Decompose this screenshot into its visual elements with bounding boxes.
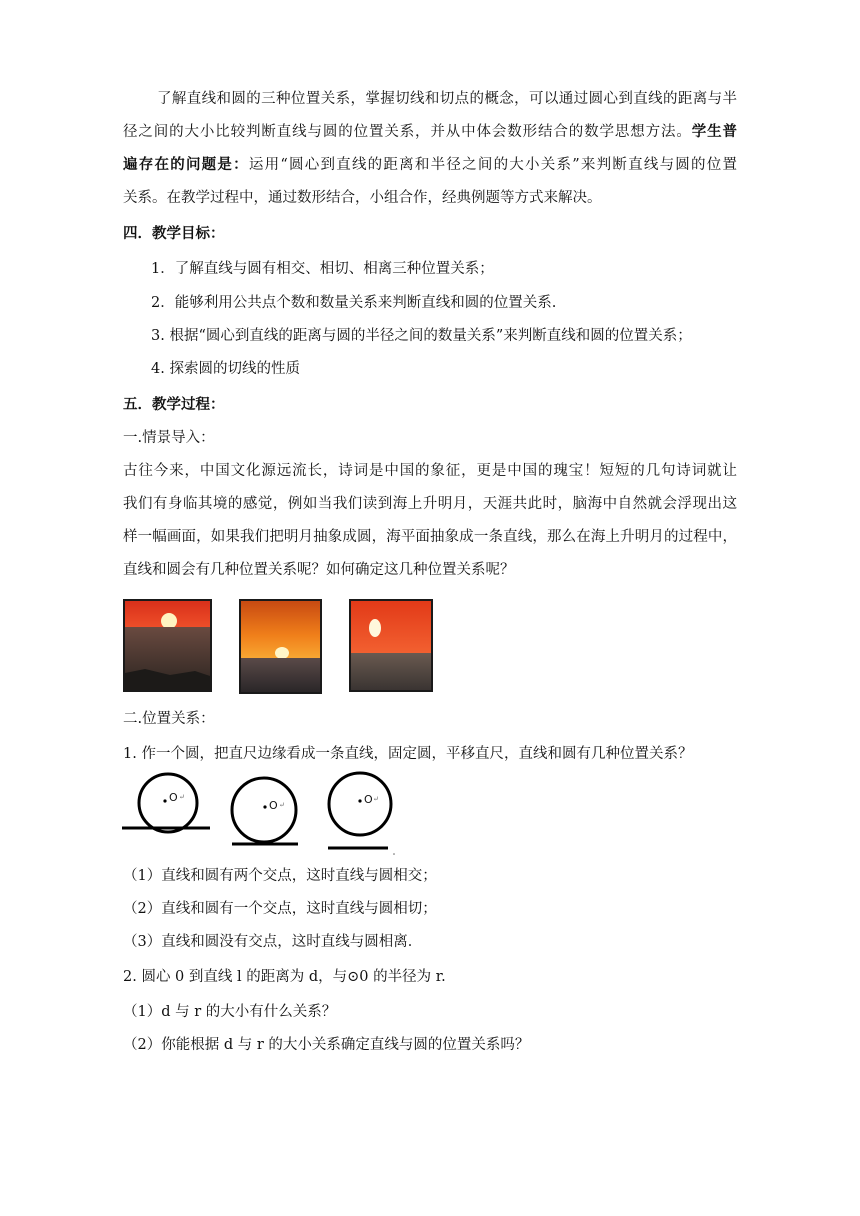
question-1: 1. 作一个圆，把直尺边缘看成一条直线，固定圆，平移直尺，直线和圆有几种位置关系？ [123, 746, 693, 762]
section4-heading: 四．教学目标： [123, 225, 225, 242]
section5-heading: 五．教学过程： [123, 396, 225, 413]
intro-line-2-bold: 学生普 [691, 123, 738, 140]
case-2: （2）直线和圆有一个交点，这时直线与圆相切； [123, 901, 437, 917]
moon-above-sea-photo [349, 599, 433, 692]
center-label: O [269, 799, 278, 812]
scenario-line-4: 直线和圆会有几种位置关系呢？如何确定这几种位置关系呢？ [123, 562, 515, 578]
intro-line-1: 了解直线和圆的三种位置关系，掌握切线和切点的概念，可以通过圆心到直线的距离与半 [157, 91, 737, 107]
question-2-item-1: （1）d 与 r 的大小有什么关系？ [123, 1004, 337, 1020]
objective-item-2: 2．能够利用公共点个数和数量关系来判断直线和圆的位置关系. [151, 295, 557, 311]
intro-line-3-bold: 遍存在的问题是： [123, 156, 249, 173]
intro-line-3 [123, 155, 737, 175]
objective-item-3: 3. 根据“圆心到直线的距离与圆的半径之间的数量关系”来判断直线和圆的位置关系； [151, 328, 692, 344]
intersecting-diagram [120, 770, 212, 838]
center-label: O [364, 793, 373, 806]
center-label-mark: ↵ [373, 795, 379, 803]
scenario-line-1: 古往今来，中国文化源远流长，诗词是中国的象征，更是中国的瑰宝！短短的几句诗词就让 [123, 463, 737, 479]
case-1: （1）直线和圆有两个交点，这时直线与圆相交； [123, 868, 437, 884]
scenario-line-2: 我们有身临其境的感觉，例如当我们读到海上升明月，天涯共此时，脑海中自然就会浮现出这 [123, 496, 737, 512]
stray-dot [393, 853, 395, 855]
part2-heading: 二.位置关系： [123, 711, 215, 727]
sun-on-horizon-photo [239, 599, 322, 694]
moon-rising-photo [123, 599, 212, 692]
case-3: （3）直线和圆没有交点，这时直线与圆相离． [123, 934, 423, 950]
center-label-mark: ↵ [279, 801, 285, 809]
center-point [263, 805, 266, 808]
objective-item-1: 1．了解直线与圆有相交、相切、相离三种位置关系； [151, 261, 494, 277]
center-label: O [169, 791, 178, 804]
question-2: 2. 圆心 0 到直线 l 的距离为 d，与⊙0 的半径为 r. [123, 969, 446, 985]
center-point [358, 799, 361, 802]
sun-on-horizon-image [241, 601, 320, 692]
moon-above-sea-image [351, 601, 431, 690]
intro-line-4: 关系。在教学过程中，通过数形结合，小组合作，经典例题等方式来解决。 [123, 190, 602, 206]
separate-svg [322, 770, 398, 858]
intro-line-2 [123, 122, 737, 142]
center-point [163, 799, 166, 802]
question-2-item-2: （2）你能根据 d 与 r 的大小关系确定直线与圆的位置关系吗？ [123, 1037, 530, 1053]
scenario-line-3: 样一幅画面，如果我们把明月抽象成圆，海平面抽象成一条直线，那么在海上升明月的过程中， [123, 529, 737, 545]
part1-heading: 一.情景导入： [123, 430, 215, 446]
center-label-mark: ↵ [179, 793, 185, 801]
circle-shape [329, 773, 391, 835]
tangent-diagram [226, 774, 302, 850]
intersecting-svg [120, 770, 212, 838]
objective-item-4: 4. 探索圆的切线的性质 [151, 361, 300, 377]
circle-shape [139, 774, 197, 832]
intro-line-3-text: 运用“圆心到直线的距离和半径之间的大小关系”来判断直线与圆的位置 [248, 157, 738, 173]
moon-rising-image [125, 601, 210, 690]
circle-shape [232, 778, 296, 842]
intro-line-2-text: 径之间的大小比较判断直线与圆的位置关系，并从中体会数形结合的数学思想方法。 [123, 124, 692, 140]
tangent-svg [226, 774, 302, 850]
separate-diagram [322, 770, 398, 858]
